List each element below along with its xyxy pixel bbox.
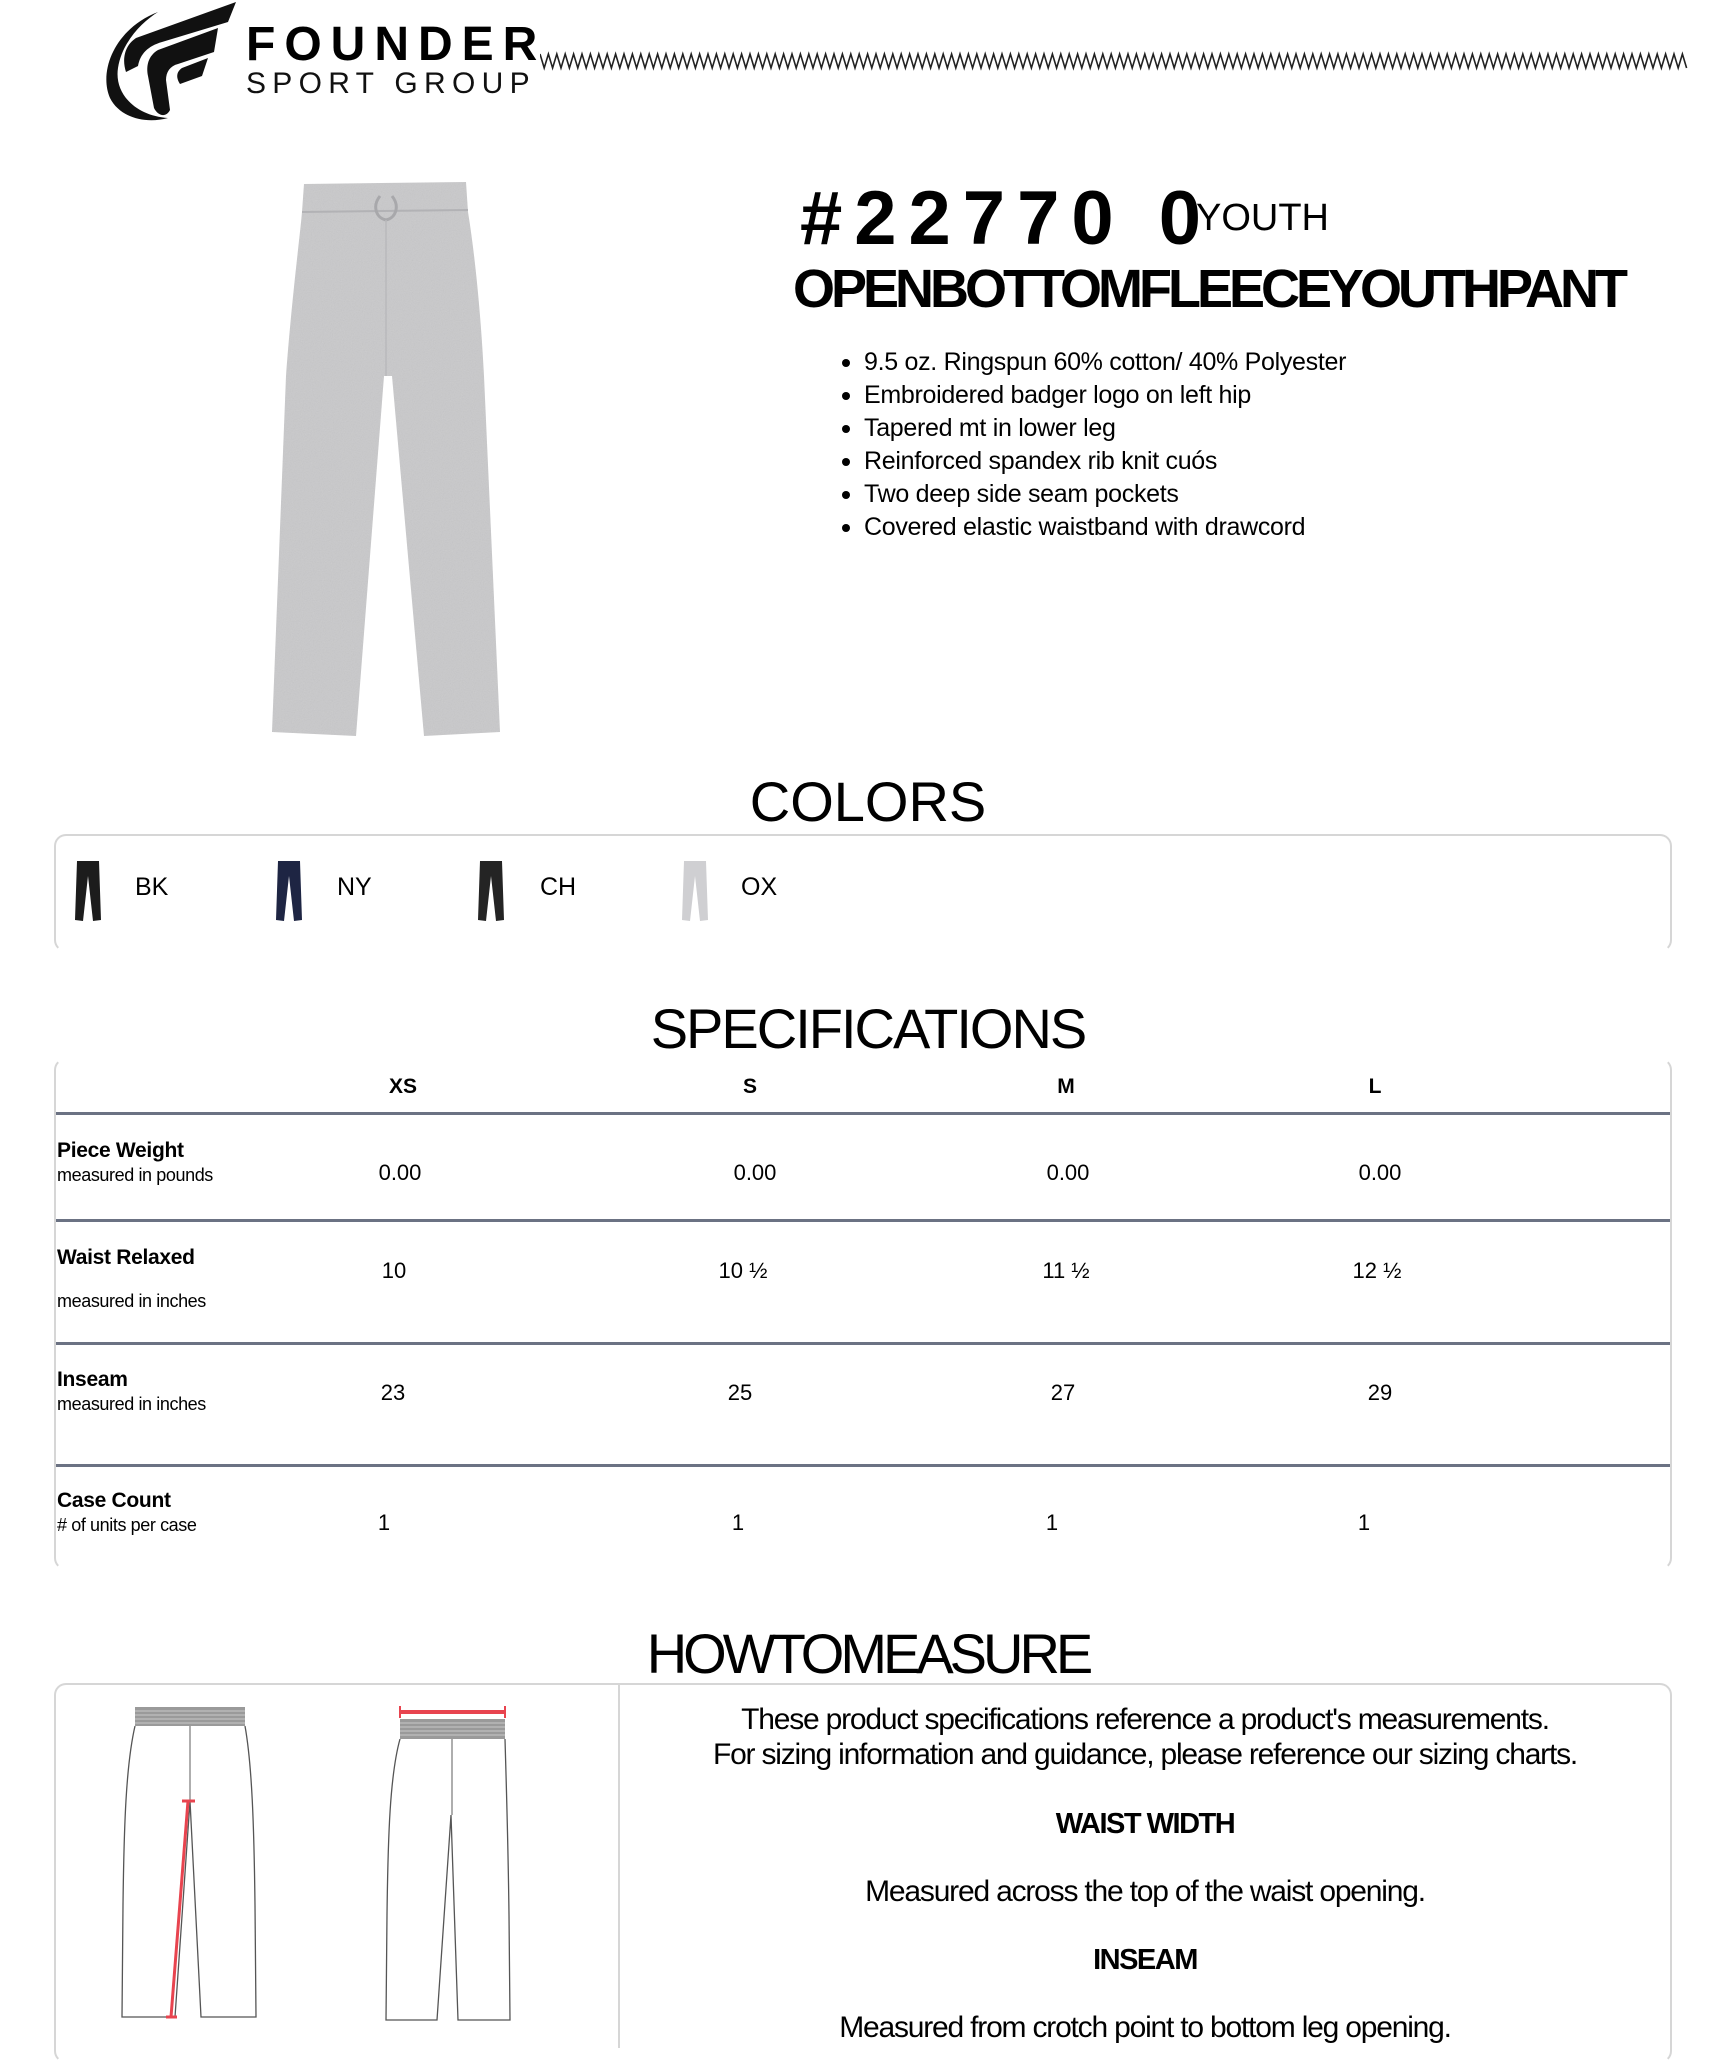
feature-text: Embroidered badger logo on left hip [864, 381, 1251, 409]
feature-text: Covered elastic waistband with drawcord [864, 513, 1306, 541]
inseam-heading: INSEAM [1093, 1944, 1197, 1976]
waist-width-heading: WAIST WIDTH [1055, 1808, 1235, 1840]
specifications-heading: SPECIFICATIONS [650, 997, 1086, 1060]
bullet-icon [842, 458, 850, 466]
waist-width-description: Measured across the top of the waist opening. [865, 1875, 1425, 1908]
feature-item [842, 478, 1346, 511]
row-sublabel-waist-relaxed: measured in inches [57, 1291, 206, 1311]
brand-subtitle: SPORT GROUP [246, 67, 536, 100]
feature-item [842, 511, 1346, 544]
feature-item [842, 346, 1346, 379]
bullet-icon [842, 524, 850, 532]
inseam-diagram-icon [120, 1705, 270, 2035]
row-label-waist-relaxed: Waist Relaxed [57, 1246, 195, 1269]
color-swatch-ny-icon[interactable] [275, 860, 303, 922]
feature-item [842, 412, 1346, 445]
table-cell: 11 ½ [1042, 1258, 1090, 1283]
feature-list [842, 346, 1346, 544]
table-cell: 25 [727, 1380, 753, 1405]
table-cell: 27 [1050, 1380, 1076, 1405]
color-code-ox[interactable]: OX [741, 873, 778, 901]
table-cell: 1 [1045, 1510, 1059, 1535]
table-cell: 1 [1357, 1510, 1371, 1535]
feature-item [842, 445, 1346, 478]
table-cell: 0.00 [1046, 1160, 1090, 1185]
color-swatch-ox-icon[interactable] [681, 860, 709, 922]
table-cell: 12 ½ [1352, 1258, 1402, 1283]
size-header-l: L [1368, 1075, 1382, 1098]
size-header-s: S [742, 1075, 757, 1098]
how-to-intro-line-1: These product specifications reference a product's measurements. [741, 1703, 1549, 1736]
color-swatch-bk-icon[interactable] [74, 860, 102, 922]
how-to-intro-line-2: For sizing information and guidance, please reference our sizing charts. [712, 1738, 1578, 1771]
feature-item [842, 379, 1346, 412]
row-sublabel-case-count: # of units per case [57, 1515, 197, 1535]
feature-text: 9.5 oz. Ringspun 60% cotton/ 40% Polyester [864, 348, 1347, 376]
row-label-inseam: Inseam [57, 1368, 128, 1391]
size-header-m: M [1057, 1075, 1075, 1098]
table-cell: 10 ½ [718, 1258, 768, 1283]
table-cell: 1 [377, 1510, 391, 1535]
color-code-ch[interactable]: CH [540, 873, 577, 901]
inseam-description: Measured from crotch point to bottom leg opening. [839, 2011, 1451, 2044]
table-cell: 0.00 [733, 1160, 777, 1185]
color-code-bk[interactable]: BK [135, 873, 169, 901]
feature-text: Two deep side seam pockets [864, 480, 1179, 508]
product-name: OPENBOTTOMFLEECEYOUTHPANT [793, 259, 1625, 319]
how-to-measure-heading: HOWTOMEASURE [646, 1622, 1090, 1685]
table-cell: 23 [380, 1380, 406, 1405]
table-divider [56, 1112, 1670, 1115]
bullet-icon [842, 425, 850, 433]
size-header-xs: XS [388, 1075, 417, 1098]
color-swatch-ch-icon[interactable] [477, 860, 505, 922]
colors-heading: COLORS [749, 770, 987, 833]
row-sublabel-inseam: measured in inches [57, 1394, 206, 1414]
table-cell: 0.00 [1358, 1160, 1402, 1185]
bullet-icon [842, 491, 850, 499]
row-label-piece-weight: Piece Weight [57, 1139, 184, 1162]
table-cell: 29 [1367, 1380, 1393, 1405]
feature-text: Reinforced spandex rib knit cuós [864, 447, 1218, 475]
brand-name: FOUNDER [246, 18, 547, 71]
bullet-icon [842, 359, 850, 367]
color-code-ny[interactable]: NY [337, 873, 372, 901]
zigzag-divider [540, 50, 1690, 72]
row-label-case-count: Case Count [57, 1489, 171, 1512]
bullet-icon [842, 392, 850, 400]
table-divider [56, 1464, 1670, 1467]
specifications-table [54, 1058, 1672, 1570]
table-cell: 0.00 [378, 1160, 422, 1185]
product-photo [268, 176, 504, 742]
style-tag: YOUTH [1196, 197, 1329, 239]
feature-text: Tapered mt in lower leg [864, 414, 1116, 442]
table-divider [56, 1219, 1670, 1222]
table-cell: 10 [381, 1258, 407, 1283]
waist-width-diagram-icon [382, 1705, 532, 2035]
table-divider [56, 1342, 1670, 1345]
style-number: #22770 0 [800, 176, 1213, 261]
table-cell: 1 [731, 1510, 745, 1535]
row-sublabel-piece-weight: measured in pounds [57, 1165, 213, 1185]
